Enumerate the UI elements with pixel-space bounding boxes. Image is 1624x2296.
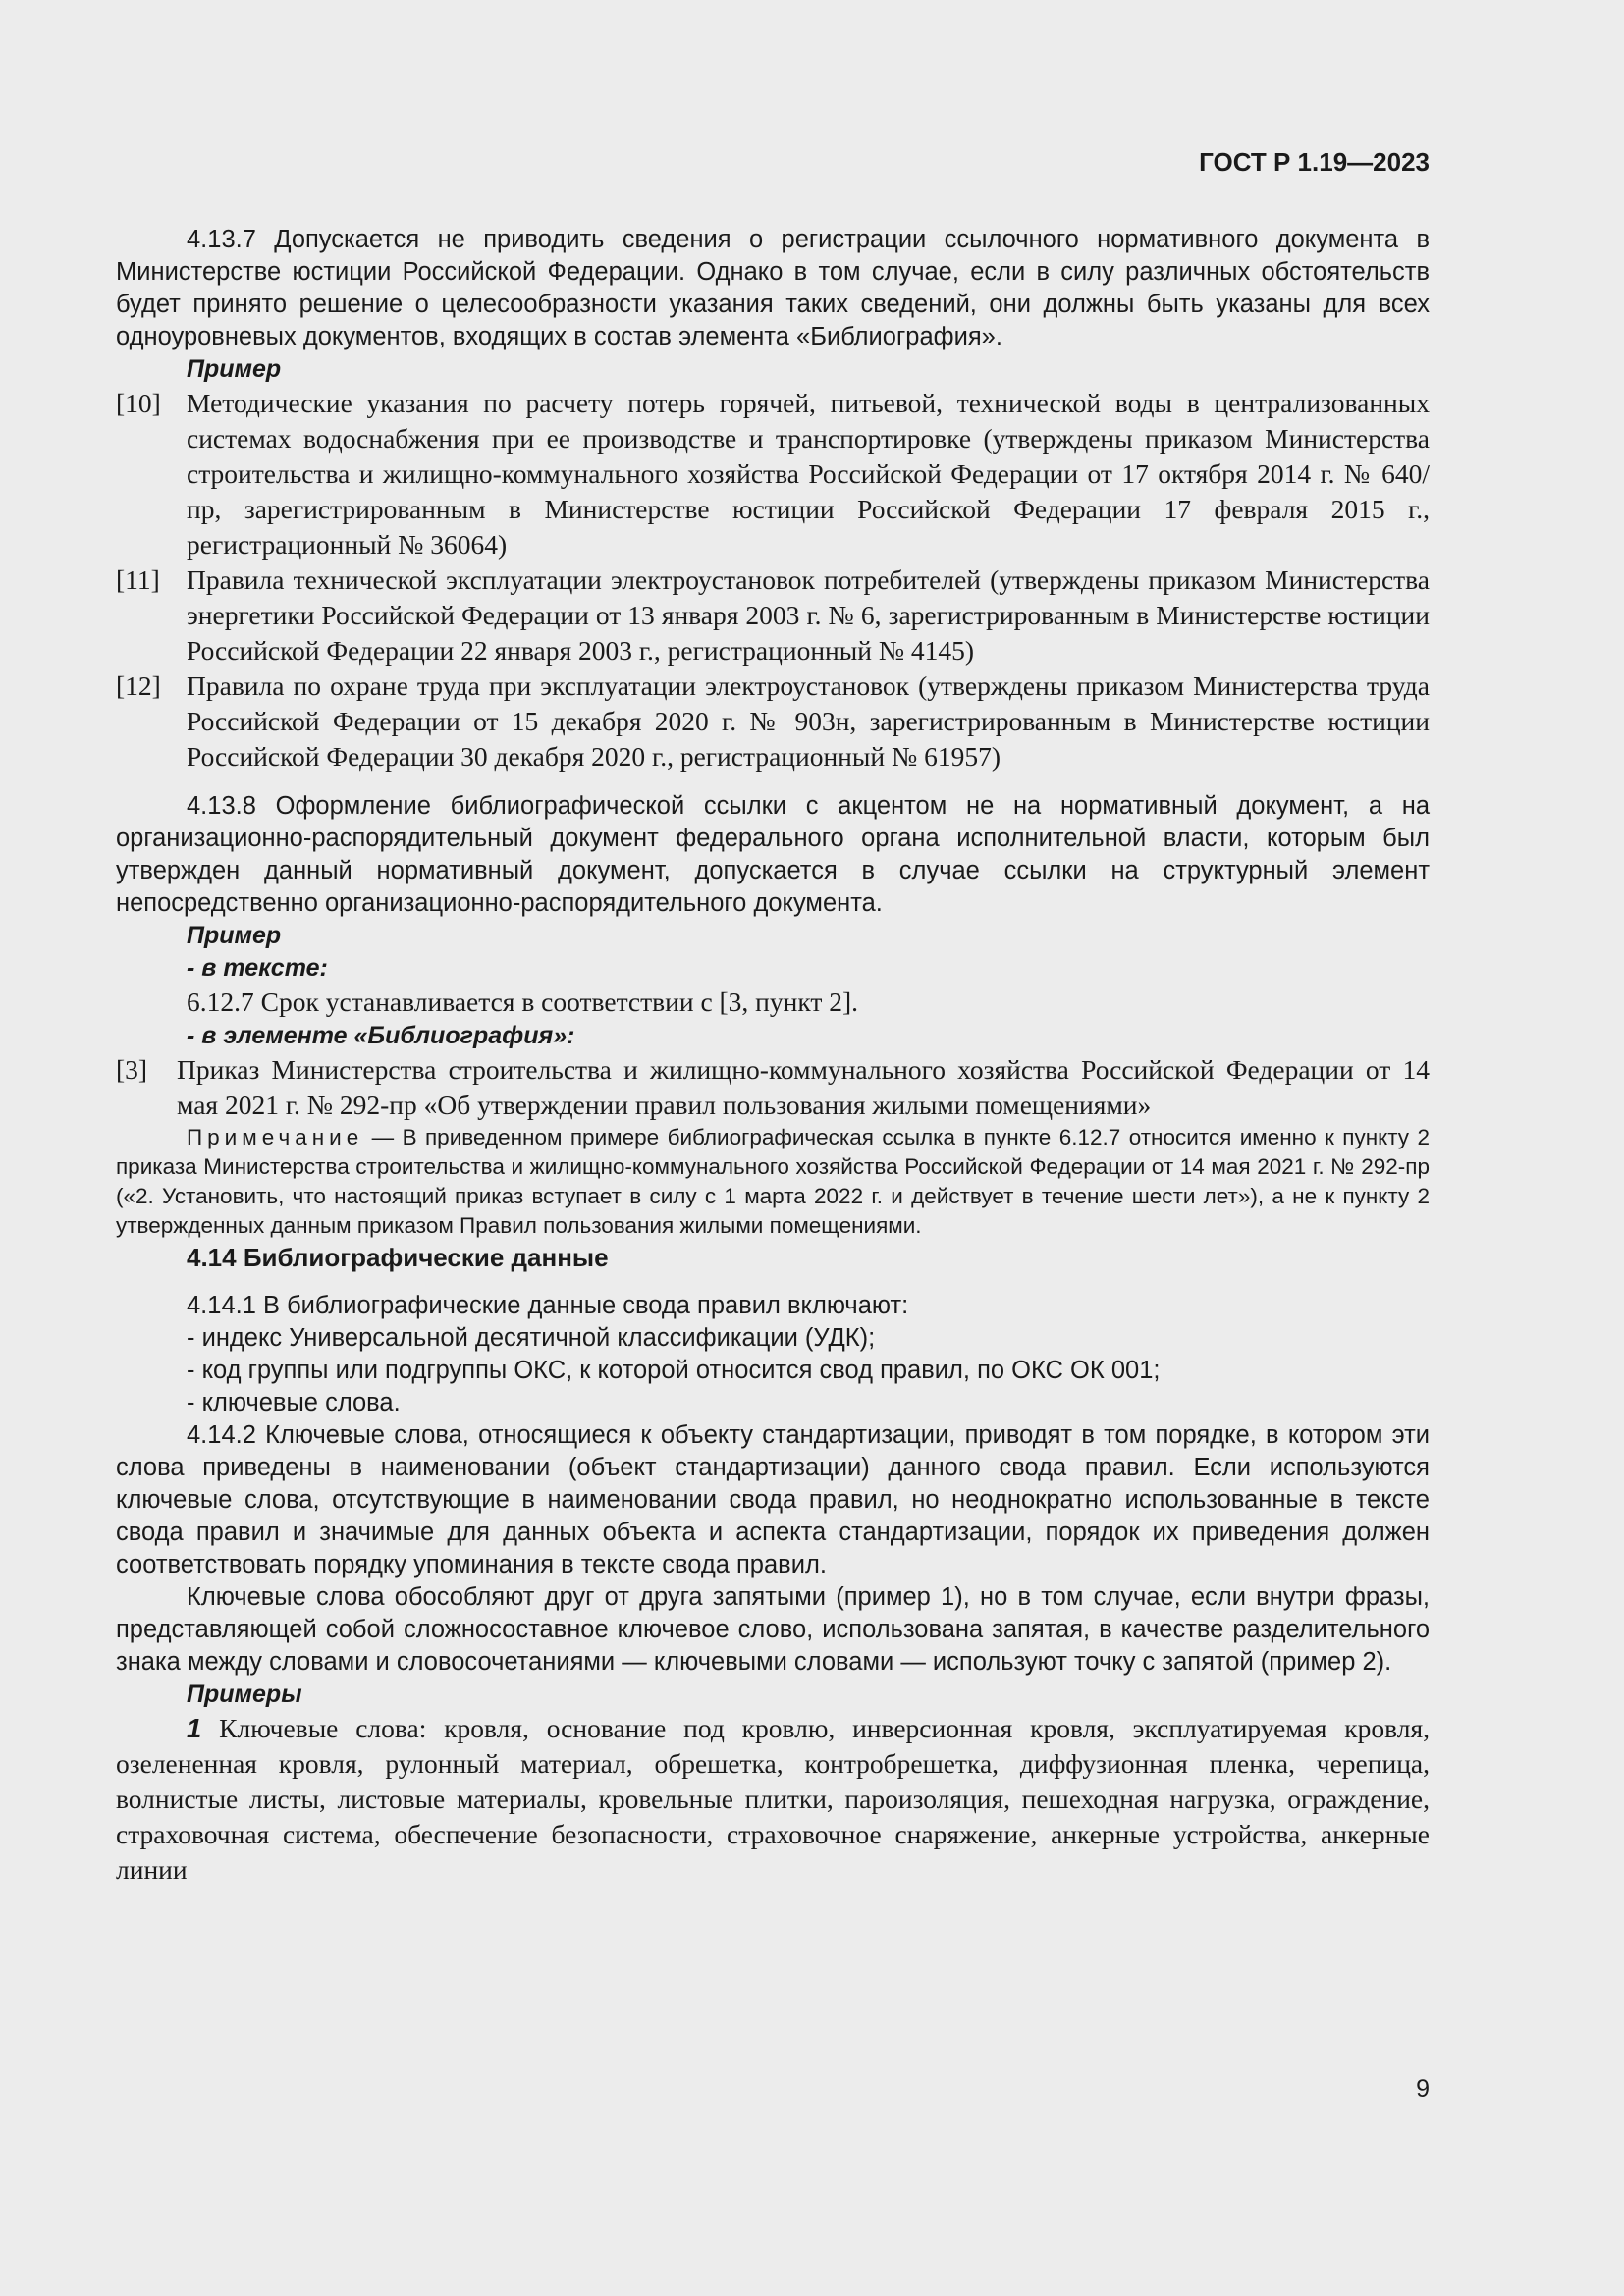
- page-number: 9: [1416, 2075, 1430, 2103]
- reference-item: [116, 1052, 1430, 1123]
- reference-number: [12]: [116, 670, 161, 701]
- reference-number: [10]: [116, 388, 161, 418]
- example-heading: Пример: [187, 355, 282, 383]
- note-paragraph: [116, 1123, 1430, 1241]
- example-number: 1: [187, 1713, 202, 1743]
- clause-4-14-2: 4.14.2 Ключевые слова, относящиеся к объекту стандартизации, приводят в том порядке, в котором эти слова приведены в наименовании (объект стандартизации) данного свода правил. Если используются ключевые слова, отсутствующие в наименовании свода правил, но неоднократно использованные в тексте свода правил и значимые для данных объекта и аспекта стандартизации, порядок их приведения должен соответствовать порядку упоминания в тексте свода правил.: [116, 1421, 1430, 1578]
- list-item: - код группы или подгруппы ОКС, к которой относится свод правил, по ОКС ОК 001;: [187, 1357, 1161, 1384]
- clause-4-13-8: 4.13.8 Оформление библиографической ссылки с акцентом не на нормативный документ, а на организационно-распорядительный документ федерального органа исполнительной власти, которым был утвержден данный нормативный документ, допускается в случае ссылки на структурный элемент непосредственно организационно-распорядительного документа.: [116, 792, 1430, 917]
- reference-item: [116, 386, 1430, 562]
- note-text: — В приведенном примере библиографическая ссылка в пункте 6.12.7 относится именно к пункту 2 приказа Министерства строительства и жилищно-коммунального хозяйства Российской Федерации от 14 мая 2021 г. № 292-пр («2. Установить, что настоящий приказ вступает в силу с 1 марта 2022 г. и действует в течение шести лет»), а не к пункту 2 утвержденных данным приказом Правил пользования жилыми помещениями.: [116, 1125, 1430, 1238]
- clause-4-14-1: 4.14.1 В библиографические данные свода правил включают:: [187, 1292, 909, 1319]
- examples-heading: Примеры: [187, 1681, 302, 1708]
- section-title-4-14: 4.14 Библиографические данные: [187, 1243, 609, 1272]
- note-label: Примечание: [187, 1125, 364, 1149]
- list-item: - ключевые слова.: [187, 1389, 401, 1416]
- reference-text: Правила по охране труда при эксплуатации электроустановок (утверждены приказом Министерства труда Российской Федерации от 15 декабря 2020 г. № 903н, зарегистрированным в Министерстве юстиции Российской Федерации 30 декабря 2020 г., регистрационный № 61957): [187, 670, 1430, 772]
- reference-number: [11]: [116, 564, 160, 595]
- example-text-line: 6.12.7 Срок устанавливается в соответствии с [3, пункт 2].: [187, 987, 859, 1017]
- reference-text: Приказ Министерства строительства и жилищно-коммунального хозяйства Российской Федерации от 14 мая 2021 г. № 292-пр «Об утверждении правил пользования жилыми помещениями»: [177, 1054, 1430, 1120]
- example-heading: Пример: [187, 922, 282, 949]
- reference-number: [3]: [116, 1054, 148, 1085]
- page-content: [116, 224, 1430, 1888]
- example-ref-list: [116, 386, 1430, 774]
- keywords-paragraph: Ключевые слова обособляют друг от друга запятыми (пример 1), но в том случае, если внутри фразы, представляющей собой сложносоставное ключевое слово, использована запятая, в качестве разделительного знака между словами и словосочетаниями — ключевыми словами — используют точку с запятой (пример 2).: [116, 1583, 1430, 1676]
- example-label-in-bibliography: - в элементе «Библиография»:: [187, 1022, 575, 1049]
- document-code-header: ГОСТ Р 1.19—2023: [1199, 147, 1430, 177]
- list-item: - индекс Универсальной десятичной классификации (УДК);: [187, 1324, 876, 1352]
- reference-item: [116, 562, 1430, 668]
- example-label-in-text: - в тексте:: [187, 954, 328, 982]
- reference-text: Правила технической эксплуатации электроустановок потребителей (утверждены приказом Министерства энергетики Российской Федерации от 13 января 2003 г. № 6, зарегистрированным в Министерстве юстиции Российской Федерации 22 января 2003 г., регистрационный № 4145): [187, 564, 1430, 666]
- example-1-paragraph: [116, 1711, 1430, 1888]
- clause-4-13-7: 4.13.7 Допускается не приводить сведения о регистрации ссылочного нормативного документа в Министерстве юстиции Российской Федерации. Однако в том случае, если в силу различных обстоятельств будет принято решение о целесообразности указания таких сведений, они должны быть указаны для всех одноуровневых документов, входящих в состав элемента «Библиография».: [116, 226, 1430, 350]
- reference-text: Методические указания по расчету потерь горячей, питьевой, технической воды в централизованных системах водоснабжения при ее производстве и транспортировке (утверждены приказом Министерства строительства и жилищно-коммунального хозяйства Российской Федерации от 17 октября 2014 г. № 640/пр, зарегистрированным в Министерстве юстиции Российской Федерации 17 февраля 2015 г., регистрационный № 36064): [187, 388, 1430, 560]
- example-1-text: Ключевые слова: кровля, основание под кровлю, инверсионная кровля, эксплуатируемая кровля, озелененная кровля, рулонный материал, обрешетка, контробрешетка, диффузионная пленка, черепица, волнистые листы, листовые материалы, кровельные плитки, пароизоляция, пешеходная нагрузка, ограждение, страховочная система, обеспечение безопасности, страховочное снаряжение, анкерные устройства, анкерные линии: [116, 1713, 1430, 1885]
- reference-item: [116, 668, 1430, 774]
